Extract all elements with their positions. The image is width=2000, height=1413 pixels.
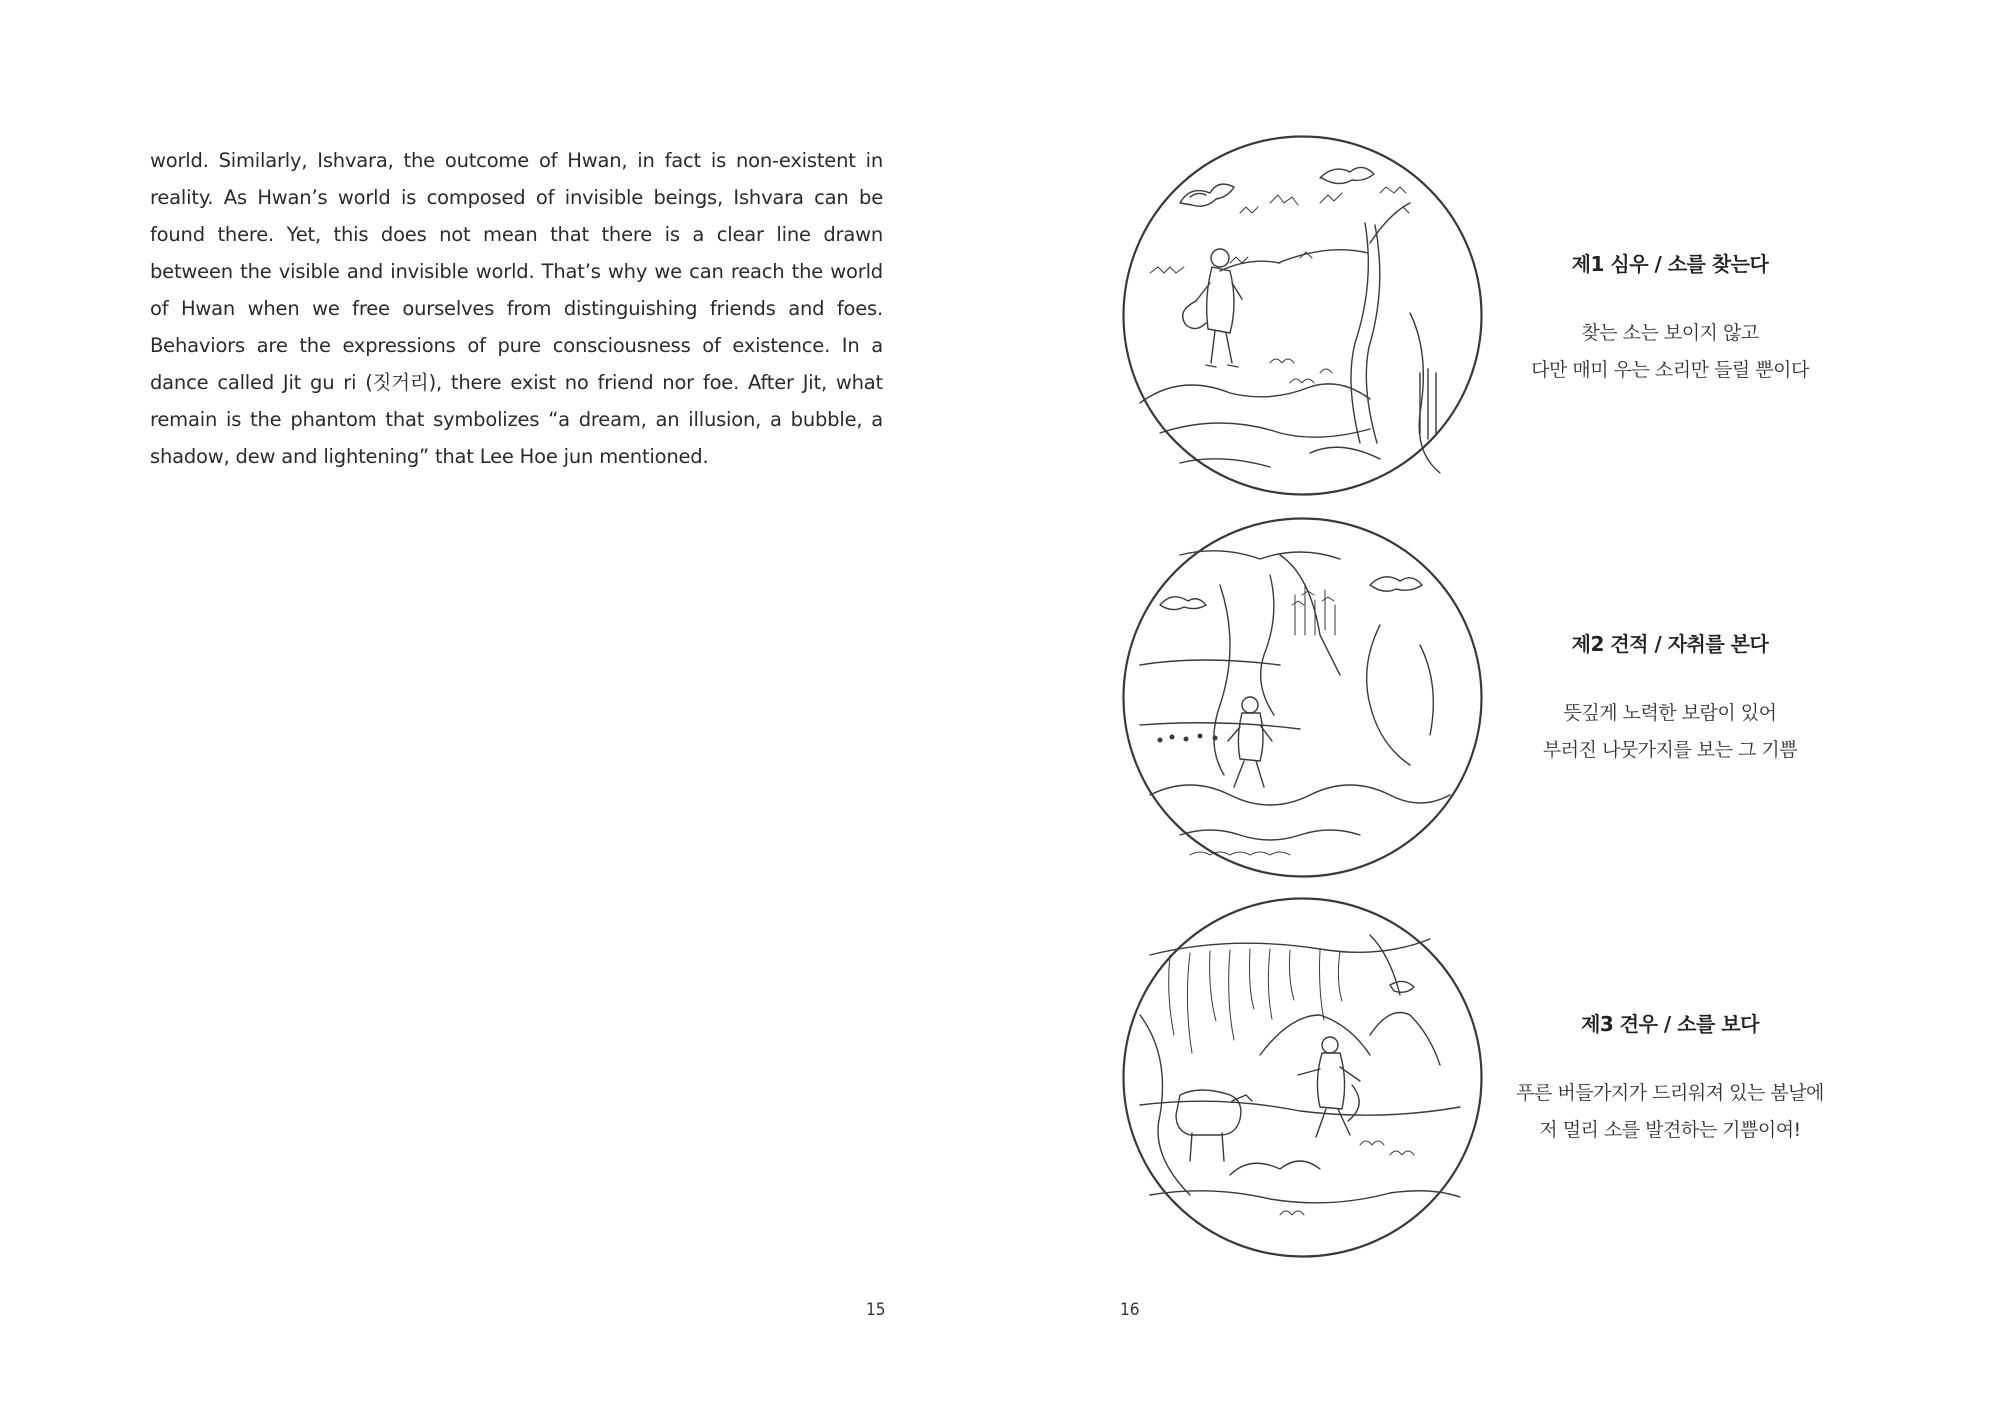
panel-2-caption [1500, 628, 1840, 769]
panel-1-title: 제1 심우 / 소를 찾는다 [1571, 252, 1769, 276]
panel-3-caption [1500, 1008, 1840, 1149]
page-number-right: 16 [1120, 1300, 1140, 1320]
seeing-the-ox-illustration [1120, 895, 1485, 1260]
panel-3-line-1: 푸른 버들가지가 드리워져 있는 봄날에 [1516, 1082, 1824, 1104]
panel-1-line-2: 다만 매미 우는 소리만 들릴 뿐이다 [1531, 359, 1809, 381]
panel-2-line-2: 부러진 나뭇가지를 보는 그 기쁨 [1542, 739, 1798, 761]
panel-2-title: 제2 견적 / 자취를 본다 [1571, 632, 1769, 656]
searching-for-the-ox-illustration [1120, 133, 1485, 498]
panel-1-caption [1500, 248, 1840, 389]
panel-3-title: 제3 견우 / 소를 보다 [1581, 1012, 1759, 1036]
right-page [1000, 0, 2000, 1413]
panel-2-line-1: 뜻깊게 노력한 보람이 있어 [1563, 702, 1777, 724]
panel-1-line-1: 찾는 소는 보이지 않고 [1581, 322, 1759, 344]
page-number-left: 15 [866, 1300, 886, 1320]
body-paragraph: world. Similarly, Ishvara, the outcome of Hwan, in fact is non-existent in reality. As Hwan’s world is composed of invisible beings, Ishvara can be found there. Yet, this does not mean that there is a clear line drawn between the visible and invisible world. That’s why we can reach the world of Hwan when we free ourselves from distinguishing friends and foes. Behaviors are the expressions of pure consciousness of existence. In a dance called Jit gu ri (짓거리), there exist no friend nor foe. After Jit, what remain is the phantom that symbolizes “a dream, an illusion, a bubble, a shadow, dew and lightening” that Lee Hoe jun mentioned. [150, 148, 883, 468]
seeing-the-traces-illustration [1120, 515, 1485, 880]
panel-3-line-2: 저 멀리 소를 발견하는 기쁨이여! [1539, 1119, 1801, 1141]
